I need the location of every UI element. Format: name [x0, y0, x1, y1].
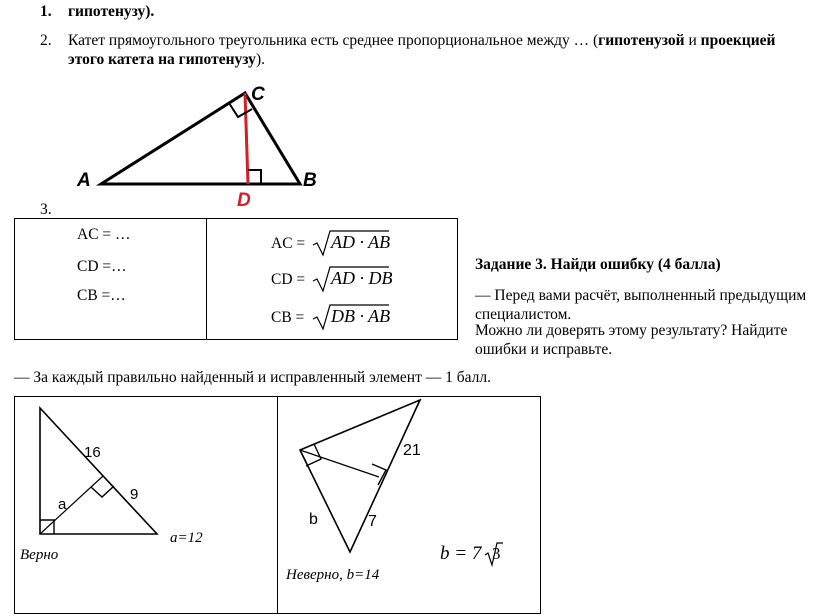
- list-item-2-bold-projection: проекцией этого катета на гипотенузу: [68, 32, 776, 68]
- right-triangle-figure: [280, 396, 440, 558]
- vertex-label-a: A: [77, 170, 91, 191]
- label-7: 7: [368, 513, 377, 530]
- right-formula-lhs: b = 7: [440, 543, 482, 564]
- list-item-2-part-c: ).: [255, 51, 265, 68]
- formula-ac-radicand: AD · AB: [331, 232, 391, 252]
- left-answer: a=12: [170, 530, 203, 546]
- right-right-angle-mark: [372, 464, 386, 485]
- left-cell-cb: CB =…: [77, 287, 126, 304]
- left-verdict: Верно: [20, 547, 59, 563]
- list-item-2-text: [68, 31, 798, 69]
- left-right-angle-mark: [91, 486, 114, 497]
- triangle-abc: [101, 93, 300, 184]
- task3-line-1: — Перед вами расчёт, выполненный предыдущим специалистом.: [475, 287, 807, 323]
- formula-table: [14, 218, 458, 340]
- formula-cb-radicand: DB · AB: [331, 306, 391, 326]
- list-item-2-number: 2.: [40, 32, 52, 49]
- list-item-2-part-a: Катет прямоугольного треугольника есть среднее пропорциональное между … (: [68, 32, 599, 49]
- list-item-1-text: гипотенузу).: [68, 3, 155, 20]
- vertex-label-b: B: [303, 170, 317, 191]
- left-cell-ac: AC = …: [77, 226, 131, 243]
- list-item-1-number: 1.: [40, 3, 52, 20]
- right-verdict: Неверно, b=14: [286, 567, 380, 583]
- task3-line-2: Можно ли доверять этому результату? Найдите ошибки и исправьте.: [475, 322, 788, 358]
- label-b: b: [309, 511, 318, 528]
- label-9: 9: [130, 486, 139, 503]
- scoring-note: — За каждый правильно найденный и исправленный элемент — 1 балл.: [14, 369, 491, 386]
- altitude-cd: [245, 93, 248, 184]
- right-angle-mark-d: [248, 170, 261, 184]
- left-cell-cd: CD =…: [77, 258, 127, 275]
- table-divider: [206, 219, 207, 339]
- formula-cd-radicand: AD · DB: [331, 268, 393, 288]
- list-item-2-bold-hypotenuse: гипотенузой: [598, 32, 685, 49]
- formula-cd-lhs: CD =: [271, 271, 306, 288]
- vertex-label-d: D: [237, 190, 251, 210]
- left-triangle-figure: [16, 398, 216, 538]
- list-item-3-number: 3.: [40, 201, 52, 218]
- label-16: 16: [84, 444, 101, 461]
- triangle-abc-figure: [70, 78, 340, 210]
- bottom-table-divider: [277, 397, 278, 613]
- label-a: a: [58, 496, 67, 513]
- list-item-2-part-b: и: [684, 32, 701, 49]
- formula-cb-lhs: CB =: [271, 309, 305, 326]
- formula-ac-lhs: AC =: [271, 235, 306, 252]
- vertex-label-c: C: [251, 84, 265, 105]
- label-21: 21: [403, 442, 421, 459]
- left-triangle: [40, 408, 157, 534]
- right-formula-radicand: 3: [492, 544, 501, 563]
- right-angle-mark-c: [229, 103, 252, 117]
- left-altitude: [40, 476, 103, 534]
- right-triangle: [300, 400, 420, 552]
- task3-title: Задание 3. Найди ошибку (4 балла): [475, 256, 721, 273]
